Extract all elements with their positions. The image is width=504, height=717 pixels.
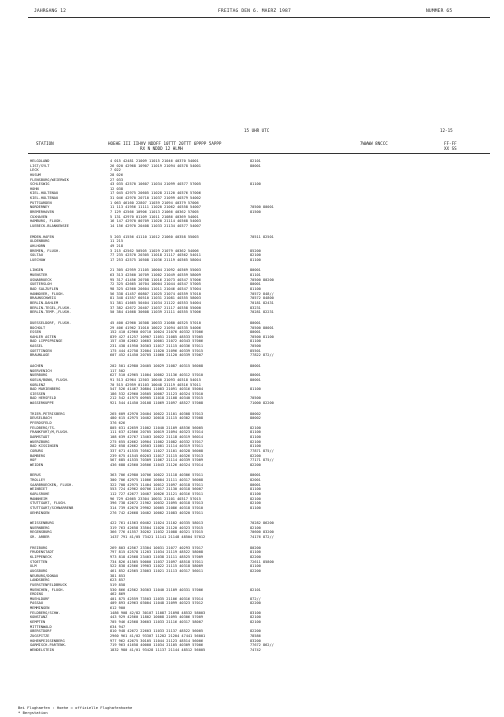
special-groups: 80200 xyxy=(250,545,261,550)
station-name: ZUGSPITZE xyxy=(30,633,50,638)
special-groups: 80001 xyxy=(250,377,261,382)
observation-groups: 12 038 xyxy=(110,186,123,191)
station-name: WEINBIET xyxy=(30,487,48,492)
observation-groups: 623 857 xyxy=(110,578,126,583)
station-name: BAD HERSFELD xyxy=(30,396,56,401)
observation-groups: 275 655 42662 10904 11002 21082 40332 57017 xyxy=(110,439,204,444)
special-groups: 82100 xyxy=(250,501,261,506)
observation-groups: 797 815 42578 11203 11034 21119 48522 58008 xyxy=(110,550,204,555)
station-name: WEISSENBURG xyxy=(30,521,54,526)
special-groups: 70572 848// xyxy=(250,291,274,296)
observation-groups: 443 929 42560 11802 10008 21095 40306 57009 xyxy=(110,615,204,620)
station-name: LIST/SYLT xyxy=(30,163,50,168)
special-groups: 70181 82431 xyxy=(250,300,274,305)
station-name: KARLSRUHE xyxy=(30,492,50,496)
station-name: LUECHOW xyxy=(30,257,46,262)
special-groups: 80002 xyxy=(250,411,261,416)
observation-groups: 436 688 42560 20506 11043 21126 40324 57014 xyxy=(110,462,204,467)
observation-groups: 152 410 42960 00710 10024 21076 40332 57006 xyxy=(110,330,204,335)
special-groups: 81100 xyxy=(250,257,261,262)
station-name: OLDENBURG xyxy=(30,239,50,244)
station-name: BERLIN-TEMP.,FLUGH. xyxy=(30,310,72,315)
range-label: 12-15 xyxy=(440,128,453,133)
station-name: GIESSEN xyxy=(30,391,46,396)
observation-groups: 719 963 41658 40000 11034 21105 40309 57006 xyxy=(110,643,204,648)
special-groups: 81100 xyxy=(250,444,261,449)
station-name: BAMBERG xyxy=(30,453,46,458)
station-name: MANNHEIM xyxy=(30,496,48,501)
observation-groups: 157 430 42662 10603 10001 21072 40343 57006 xyxy=(110,339,204,344)
col-tail: FF-FF xyxy=(444,141,457,146)
observation-groups: 269 803 42567 23304 10031 21077 40293 57017 xyxy=(110,545,204,550)
station-name: SAARBRUECKEN, FLUGH. xyxy=(30,482,74,487)
station-name: FELDBERG/TS. xyxy=(30,425,56,430)
special-groups: 81100 xyxy=(250,182,261,187)
observation-groups: 50 384 41668 30608 11039 21111 40355 57006 xyxy=(110,310,201,315)
station-name: FLENSBURG/WEIERWIK xyxy=(30,177,69,182)
station-name: TROLLEY xyxy=(30,478,46,483)
special-groups: 77171 875// xyxy=(250,458,274,463)
observation-groups: 11 113 41956 11111 11020 21062 40358 54007 xyxy=(110,205,201,210)
observation-groups: 29 406 41962 31010 10022 21094 40335 54006 xyxy=(110,325,201,330)
observation-groups: 2960 961 41/02 93307 11202 21204 47441 56001 xyxy=(110,633,206,638)
header-left: JAHRGANG 12 xyxy=(34,9,67,14)
observation-groups: 396 738 42672 21902 10032 21095 40318 57013 xyxy=(110,501,204,506)
observation-groups: 409 893 42963 03004 11048 21099 40323 57012 xyxy=(110,601,204,606)
observation-groups: 977 962 42675 30105 11044 21123 48514 56006 xyxy=(110,638,204,643)
special-groups: 81100 xyxy=(250,434,261,439)
observation-groups: 1437 791 41/05 73421 11141 21148 48504 57012 xyxy=(110,535,206,540)
special-groups: 82100 xyxy=(250,439,261,444)
observation-groups: 175 444 42758 32004 11020 21096 40339 57015 xyxy=(110,348,204,353)
observation-groups: 300 706 42975 11006 10004 21111 40317 56008 xyxy=(110,478,204,483)
observation-groups: 14 156 42970 20408 11033 21134 40377 54007 xyxy=(110,223,201,228)
station-name: HANNOVER, FLUGH. xyxy=(30,291,65,296)
special-groups: 82100 xyxy=(250,620,261,625)
station-name: PASSAU xyxy=(30,601,43,606)
special-groups: 78586 xyxy=(250,633,261,638)
special-groups: 83231 xyxy=(250,305,261,310)
observation-groups: 530 866 42562 30303 11040 21109 40331 57006 xyxy=(110,587,204,592)
station-name: BERLIN-TEGEL,FLUGH. xyxy=(30,305,72,310)
special-groups: 70500 80001 xyxy=(250,325,274,330)
observation-groups: 322 708 42975 11404 10012 21097 40318 57011 xyxy=(110,482,204,487)
special-groups: 82100 xyxy=(250,253,261,258)
station-name: BRAUNLAGE xyxy=(30,353,50,358)
station-name: HOF xyxy=(30,458,37,463)
station-name: GR. ARBER xyxy=(30,535,50,540)
special-groups: 80001 xyxy=(250,320,261,325)
station-name: REGENSBURG xyxy=(30,530,52,535)
station-name: GARMISCH-PARTENK. xyxy=(30,643,67,648)
special-groups: 77672 862// xyxy=(250,643,274,648)
header-right: NUMMER 65 xyxy=(426,9,453,14)
station-name: BRAUNSCHWEIG xyxy=(30,296,56,301)
observation-groups: 607 452 41450 20705 11060 21120 40339 57007 xyxy=(110,353,204,358)
station-name: OBERSTDORF xyxy=(30,629,52,634)
observation-groups: 376 626 xyxy=(110,421,126,426)
station-name: KIEL-HOLTENAU xyxy=(30,196,59,201)
special-groups: 74742 xyxy=(250,647,261,652)
special-groups: 82001 xyxy=(250,478,261,483)
station-name: BAD LIPPSPRINGE xyxy=(30,339,63,344)
special-groups: 83100 xyxy=(250,610,261,615)
special-groups: 80002 xyxy=(250,416,261,421)
observation-groups: 7 022 xyxy=(110,168,121,173)
observation-groups: 627 510 42965 11004 10002 21136 40312 57010 xyxy=(110,373,204,378)
special-groups: 82200 xyxy=(250,555,261,560)
observation-groups: 810 948 42672 22603 11033 21137 48522 56005 xyxy=(110,629,204,634)
observation-groups: 547 526 41467 30804 11003 21091 40316 55004 xyxy=(110,387,204,392)
station-name: KEMPTEN xyxy=(30,620,46,625)
station-name: STUTTGART, FLUGH. xyxy=(30,501,67,506)
station-name: GUETERSLOH xyxy=(30,282,52,287)
station-name: NUERBURG xyxy=(30,373,48,378)
station-name: BOCHOLT xyxy=(30,325,46,330)
station-name: FRUDENSTADT xyxy=(30,550,54,555)
station-name: AACHEN xyxy=(30,363,43,368)
station-name: KAHLER ASTEN xyxy=(30,334,56,339)
time-label: 15 UHR UTC xyxy=(244,128,270,133)
special-groups: 80001 xyxy=(250,482,261,487)
station-name: LECK xyxy=(30,168,39,173)
observation-groups: 26 020 42968 10907 11019 21094 40378 54001 xyxy=(110,163,201,168)
special-groups: 82200 xyxy=(250,629,261,634)
observation-groups: 70 515 42959 01103 10048 21119 40316 57011 xyxy=(110,382,201,387)
special-groups: 82101 xyxy=(250,159,261,163)
station-name: FRANKFURT/M,FLUGH. xyxy=(30,430,69,435)
special-groups: 80001 xyxy=(250,163,261,168)
observation-groups: 239 675 41545 60203 11017 21115 40326 57013 xyxy=(110,453,204,458)
special-groups: 81100 xyxy=(250,487,261,492)
observation-groups: 56 338 41457 60807 11025 21074 40359 57010 xyxy=(110,291,201,296)
station-name: COBURG xyxy=(30,448,43,453)
special-groups: 77871 875// xyxy=(250,448,274,453)
station-name: MUEHLDORF xyxy=(30,596,50,601)
special-groups: 80001 xyxy=(250,473,261,478)
station-name: WEIDEN xyxy=(30,462,43,467)
header-center: FREITAG DEN 6. MAERZ 1987 xyxy=(218,9,291,14)
observation-groups: 480 615 42975 10402 10018 21115 40302 57008 xyxy=(110,416,204,421)
station-name: MUENCHEN, FLUGH. xyxy=(30,587,65,592)
special-groups: 71000 82200 xyxy=(250,401,274,406)
observation-groups: 401 875 42559 73503 11035 21106 40316 57014 xyxy=(110,596,204,601)
station-name: BREMERHAVEN xyxy=(30,210,54,215)
special-groups: 82200 xyxy=(250,568,261,573)
observation-groups: 11 215 xyxy=(110,239,123,244)
observation-groups: 202 501 42980 20405 10029 21087 40315 56008 xyxy=(110,363,204,368)
station-name: WENDELSTEIN xyxy=(30,647,54,652)
observation-groups: 319 763 42658 33504 11020 21120 40323 57015 xyxy=(110,525,204,530)
special-groups: 85501 xyxy=(250,348,261,353)
col-tail-sub: XX SS xyxy=(444,146,457,151)
observation-groups: 363 706 42980 10706 10022 21118 40306 57011 xyxy=(110,473,204,478)
observation-groups: 231 438 41950 30303 11017 21115 40336 57011 xyxy=(110,344,204,349)
special-groups: 82100 xyxy=(250,525,261,530)
station-name: OSNABRUECK xyxy=(30,277,52,282)
special-groups: 80001 xyxy=(250,268,261,273)
station-name: NORDERNEY xyxy=(30,205,50,210)
special-groups: 80001 xyxy=(250,373,261,378)
observation-groups: 98 325 42560 20604 11011 21046 40347 57004 xyxy=(110,287,201,292)
station-name: DARMSTADT xyxy=(30,434,50,439)
special-groups: 872// xyxy=(250,596,261,601)
observation-groups: 7 129 42566 10906 11013 21066 40362 57005 xyxy=(110,210,199,215)
special-groups: 82100 xyxy=(250,425,261,430)
station-name: AUGSBURG xyxy=(30,568,48,573)
special-groups: 81100 xyxy=(250,550,261,555)
observation-groups: 282 658 42662 10503 11001 21114 40319 57011 xyxy=(110,444,204,449)
observation-groups: 27 033 xyxy=(110,177,123,182)
special-groups: 82200 xyxy=(250,601,261,606)
station-name: MUENSTER xyxy=(30,273,48,278)
station-name: PFERDSFELD xyxy=(30,421,52,426)
station-name: NOERVENICH xyxy=(30,368,52,373)
station-name: KOELN/BONN, FLUGH. xyxy=(30,377,69,382)
observation-groups: 1 063 46160 22807 11039 21094 40379 57006 xyxy=(110,200,199,205)
observation-groups: 31 046 42970 20710 11037 21099 40379 54002 xyxy=(110,196,201,201)
special-groups: 80001 xyxy=(250,363,261,368)
station-name: DUESSELDORF, FLUGH. xyxy=(30,320,72,325)
special-groups: 77822 872// xyxy=(250,353,274,358)
station-name: FELDBERG/SCHW. xyxy=(30,610,61,615)
station-name: PUTTGARDEN xyxy=(30,200,52,205)
station-name: ERDING xyxy=(30,592,43,597)
station-name: ESSEN xyxy=(30,330,41,335)
observation-groups: 72 325 42665 10704 10004 21044 40347 57005 xyxy=(110,282,201,287)
station-name: BAD MARIENBERG xyxy=(30,387,61,392)
observation-groups: 28 026 xyxy=(110,172,123,177)
station-name: MITTENWALD xyxy=(30,624,52,629)
station-name: BERUS xyxy=(30,473,41,478)
station-name: DEUSELBACH xyxy=(30,416,52,421)
station-name: AHLHORN xyxy=(30,243,46,248)
observation-groups: 117 502 xyxy=(110,368,126,373)
station-name: KASSEL xyxy=(30,344,43,349)
station-name: EMDEN-HAFEN xyxy=(30,234,54,239)
special-groups: 82200 xyxy=(250,453,261,458)
station-name: ULM xyxy=(30,564,37,569)
station-name: FREIBURG xyxy=(30,545,48,550)
observation-groups: 553 724 42962 00706 11017 21130 40318 56007 xyxy=(110,487,204,492)
observation-groups: 49 218 xyxy=(110,243,123,248)
station-name: SCHLESWIG xyxy=(30,182,50,187)
observation-groups: 95 317 41456 20708 11016 21073 40347 57006 xyxy=(110,277,201,282)
special-groups: 72611 85800 xyxy=(250,559,274,564)
special-groups: 74176 872// xyxy=(250,535,274,540)
observation-groups: 634 947 xyxy=(110,624,126,629)
station-name: KIEL-HOLTENAU xyxy=(30,191,59,196)
observation-groups: 366 776 41557 30202 11032 21088 40321 57015 xyxy=(110,530,204,535)
special-groups: 70511 82501 xyxy=(250,234,274,239)
station-name: SOLTAU xyxy=(30,253,43,258)
col-groups-sub: RX N NDDD 12 HLMH xyxy=(140,146,183,151)
station-name: HOHN xyxy=(30,186,39,191)
station-name: OEHRINGEN xyxy=(30,510,50,515)
special-groups: 81100 xyxy=(250,564,261,569)
observation-groups: 522 838 42566 19903 11022 21115 40318 58009 xyxy=(110,564,204,569)
observation-groups: 5 131 42970 01109 11011 21086 40369 54001 xyxy=(110,214,199,219)
observation-groups: 705 946 42568 30603 11033 21116 40317 58007 xyxy=(110,620,204,625)
observation-groups: 839 427 41257 10907 11051 21085 48533 57005 xyxy=(110,334,204,339)
station-name: GOETTINGEN xyxy=(30,348,52,353)
col-groups: HOEHE III IIHVV NDDFF 10TTT 20TTT 6PPPP 5APPP xyxy=(108,141,222,146)
footnote-airports: Bei Flughaefen : Hoehe = offizielle Flughafenhoehe xyxy=(18,705,133,710)
observation-groups: 461 852 42565 23003 11021 21113 40317 56011 xyxy=(110,568,204,573)
observation-groups: 805 631 42659 21002 11040 21109 48536 56005 xyxy=(110,425,204,430)
footnote-mountain: * Bergstation xyxy=(18,710,48,715)
special-groups: 81100 xyxy=(250,287,261,292)
station-name: HOHENPEISSENBERG xyxy=(30,638,65,643)
special-groups: 82101 xyxy=(250,587,261,592)
station-name: BERLIN-DAHLEM xyxy=(30,300,59,305)
special-groups: 82100 xyxy=(250,496,261,501)
special-groups: 81100 xyxy=(250,387,261,392)
header-rule xyxy=(28,17,490,18)
station-name: KOBLENZ xyxy=(30,382,46,387)
special-groups: 70282 86200 xyxy=(250,521,274,526)
observation-groups: 16 147 42970 00709 11020 21114 40368 54003 xyxy=(110,219,201,224)
observation-groups: 265 609 42970 20404 10022 21101 40308 57013 xyxy=(110,411,204,416)
observation-groups: 45 400 42960 10308 10033 21080 40325 57010 xyxy=(110,320,201,325)
special-groups: 70500 80200 xyxy=(250,277,274,282)
special-groups: 82100 xyxy=(250,615,261,620)
station-name: BAD SALZUFLEN xyxy=(30,287,59,292)
station-name: KONSTANZ xyxy=(30,615,48,620)
observation-groups: 111 637 42566 20705 10019 21094 40323 57014 xyxy=(110,430,204,435)
observation-groups: 3 215 42562 50505 11029 21079 40362 54006 xyxy=(110,248,199,253)
col-station: STATION xyxy=(36,141,54,146)
station-name: FUERSTENFELDBRUCK xyxy=(30,582,67,587)
station-name: MEMMINGEN xyxy=(30,606,50,611)
station-name: NUERNBERG xyxy=(30,525,50,530)
observation-groups: 96 729 42665 23304 10031 21101 40317 57015 xyxy=(110,496,201,501)
special-groups: 70500 80001 xyxy=(250,205,274,210)
observation-groups: 77 235 42570 20305 11018 21117 40362 54011 xyxy=(110,253,201,258)
observation-groups: 734 826 41565 50000 11037 21097 48518 57011 xyxy=(110,559,204,564)
observation-groups: 112 727 42677 10407 10026 21121 40316 57011 xyxy=(110,492,204,496)
special-groups: 80001 xyxy=(250,330,261,335)
observation-groups: 381 853 xyxy=(110,573,126,578)
station-name: WUERZBURG xyxy=(30,439,50,444)
station-name: BREMEN, FLUGH. xyxy=(30,248,61,253)
station-name: TRIER-PETRISBERG xyxy=(30,411,65,416)
special-groups: 70500 81100 xyxy=(250,334,274,339)
table-rule xyxy=(28,153,490,154)
observation-groups: 81 348 41557 60510 11031 21081 40355 58003 xyxy=(110,296,201,301)
observation-groups: 567 685 41535 70309 11067 21114 40339 57009 xyxy=(110,458,204,463)
special-groups: 83200 xyxy=(250,638,261,643)
observation-groups: 276 742 42668 10402 10002 21083 40320 57011 xyxy=(110,510,204,515)
observation-groups: 1832 980 41/01 93428 11137 21144 48512 56005 xyxy=(110,647,206,652)
special-groups: 81100 xyxy=(250,339,261,344)
station-name: CUXHAVEN xyxy=(30,214,48,219)
observation-groups: 1486 908 42/82 30107 11087 21098 48532 58003 xyxy=(110,610,206,615)
observation-groups: 519 858 xyxy=(110,582,126,587)
station-name: NEUBURG/DONAU xyxy=(30,573,59,578)
special-groups: 81100 xyxy=(250,505,261,510)
station-name: LINGEN xyxy=(30,268,43,273)
special-groups: 70572 84800 xyxy=(250,296,274,301)
observation-groups: 37 382 42672 20407 11037 21117 40358 55000 xyxy=(110,305,201,310)
observation-groups: 4 015 42481 21009 11015 21046 40370 54001 xyxy=(110,159,199,163)
special-groups: 70281 82231 xyxy=(250,310,274,315)
station-name: LANDSBERG xyxy=(30,578,50,583)
observation-groups: 43 035 42570 10607 11034 21099 40377 57005 xyxy=(110,182,201,187)
station-name: WASSERKUPPE xyxy=(30,401,54,406)
special-groups: 80001 xyxy=(250,282,261,287)
station-name: HELGOLAND xyxy=(30,159,50,163)
observation-groups: 337 671 41535 70502 11027 21101 40328 56008 xyxy=(110,448,204,453)
station-name: HAMBURG, FLUGH. xyxy=(30,219,63,224)
observation-groups: 17 253 42575 10508 11036 21119 40365 58004 xyxy=(110,257,201,262)
observation-groups: 91 513 42964 12503 10040 21093 40318 54015 xyxy=(110,377,201,382)
observation-groups: 17 045 42975 20605 11028 21120 40376 57006 xyxy=(110,191,201,196)
special-groups: 81100 xyxy=(250,430,261,435)
special-groups: 81500 xyxy=(250,210,261,215)
observation-groups: 186 532 42960 20505 10007 21123 40324 57010 xyxy=(110,391,204,396)
special-groups: 81100 xyxy=(250,492,261,496)
special-groups: 81101 xyxy=(250,273,261,278)
station-name: STOETTEN xyxy=(30,559,48,564)
station-name: HUSUM xyxy=(30,172,41,177)
observation-groups: 422 761 41563 60402 11024 21102 40335 58013 xyxy=(110,521,204,526)
station-name: STUTTGART/SCHNARRENB xyxy=(30,505,74,510)
station-name: LUEBECK-BLANKENSEE xyxy=(30,223,69,228)
special-groups: 70500 xyxy=(250,344,261,349)
observation-groups: 21 305 42959 21105 10004 21092 40369 55003 xyxy=(110,268,201,273)
observation-groups: 973 818 42568 23403 11038 21111 48525 57009 xyxy=(110,555,204,560)
observation-groups: 212 542 41975 00905 11018 21108 40340 57015 xyxy=(110,396,204,401)
observation-groups: 63 313 42560 10709 11002 21049 40359 58009 xyxy=(110,273,201,278)
col-special: 7WWWW 8NCCC xyxy=(360,141,388,146)
station-name: BAD KISSINGEN xyxy=(30,444,59,449)
observation-groups: 612 900 xyxy=(110,606,126,611)
observation-groups: 921 544 41450 20108 11069 21097 48527 57008 xyxy=(110,401,204,406)
station-name: KLIPPENECK xyxy=(30,555,52,560)
special-groups: 82200 xyxy=(250,462,261,467)
observation-groups: 462 869 xyxy=(110,592,126,597)
observation-groups: 51 381 41665 50404 11034 21122 40353 54004 xyxy=(110,300,201,305)
special-groups: 70500 xyxy=(250,396,261,401)
observation-groups: 5 203 41556 41110 11012 21060 40358 55003 xyxy=(110,234,199,239)
observation-groups: 314 739 42670 29902 10005 21086 40318 57010 xyxy=(110,505,204,510)
special-groups: 85200 xyxy=(250,248,261,253)
observation-groups: 108 639 42767 13403 10022 21118 40319 56014 xyxy=(110,434,204,439)
special-groups: 70600 83200 xyxy=(250,530,274,535)
